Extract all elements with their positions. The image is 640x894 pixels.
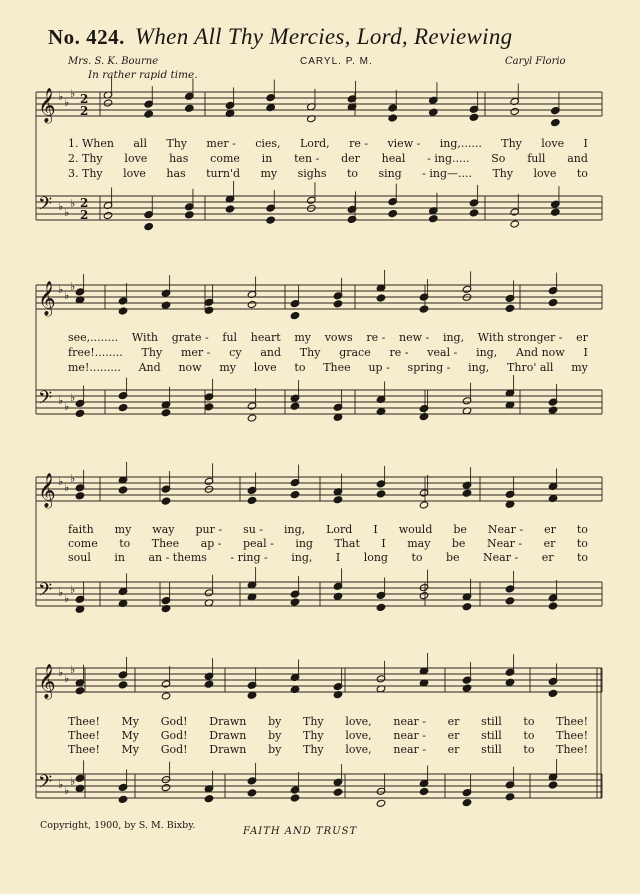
- time-signature-icon: 2: [80, 92, 89, 106]
- lyric-word: And: [138, 361, 161, 374]
- topic-heading: FAITH AND TRUST: [243, 826, 358, 837]
- note-head-icon: [185, 104, 195, 112]
- note-head-icon: [161, 497, 171, 505]
- lyric-word: spring -: [407, 361, 451, 374]
- note-head-icon: [333, 788, 343, 796]
- lyric-word: near -: [393, 729, 426, 742]
- lyric-line: [68, 361, 588, 374]
- note-head-icon: [204, 680, 214, 688]
- lyric-word: With stronger -: [477, 331, 563, 344]
- note-head-icon: [376, 603, 386, 611]
- lyric-word: I: [335, 551, 341, 564]
- hymn-number: No. 424.: [48, 25, 125, 49]
- lyric-word: Thy: [166, 137, 188, 150]
- lyric-word: to: [346, 167, 358, 180]
- lyric-word: Thee!: [556, 743, 588, 756]
- lyric-word: see,........: [68, 331, 119, 344]
- note-head-icon: [505, 793, 515, 801]
- note-head-icon: [247, 496, 257, 504]
- lyric-word: My: [121, 743, 140, 756]
- lyric-word: That: [334, 537, 360, 550]
- lyric-word: to: [294, 361, 306, 374]
- lyric-word: to: [523, 729, 535, 742]
- flat-icon: ♭: [70, 280, 76, 293]
- bass-clef-icon: 𝄢: [38, 194, 53, 219]
- lyric-word: Thee!: [556, 729, 588, 742]
- hymn-name: When All Thy Mercies, Lord, Reviewing: [134, 24, 513, 49]
- lyric-word: full: [527, 152, 546, 165]
- lyric-word: ing,: [476, 346, 498, 359]
- note-head-icon: [388, 114, 398, 122]
- lyric-word: all: [133, 137, 147, 150]
- note-head-icon: [548, 781, 558, 789]
- lyric-word: new -: [399, 331, 430, 344]
- lyric-word: - ring -: [230, 551, 268, 564]
- lyric-word: free!........: [68, 346, 123, 359]
- flat-icon: ♭: [64, 481, 70, 494]
- flat-icon: ♭: [64, 592, 70, 605]
- note-head-icon: [462, 603, 472, 611]
- lyric-word: to: [576, 523, 588, 536]
- flat-icon: ♭: [58, 200, 64, 213]
- lyric-word: Thro' all: [507, 361, 554, 374]
- lyric-word: er: [447, 715, 460, 728]
- note-head-icon: [266, 216, 276, 224]
- note-head-icon: [510, 220, 520, 228]
- lyric-word: su -: [243, 523, 264, 536]
- note-head-icon: [376, 490, 386, 498]
- lyric-word: re -: [349, 137, 369, 150]
- note-head-icon: [333, 592, 343, 600]
- note-head-icon: [161, 784, 171, 792]
- lyric-word: near -: [393, 715, 426, 728]
- time-signature-icon: 2: [80, 208, 89, 222]
- lyric-word: I: [583, 137, 588, 150]
- time-signature-icon: 2: [80, 196, 89, 210]
- note-head-icon: [469, 209, 479, 217]
- treble-clef-icon: 𝄞: [38, 281, 56, 316]
- treble-clef-icon: 𝄞: [38, 473, 56, 508]
- flat-icon: ♭: [70, 87, 76, 100]
- lyric-word: be: [445, 551, 460, 564]
- lyric-word: Thy: [501, 137, 522, 150]
- lyric-word: God!: [160, 743, 188, 756]
- lyric-word: mer -: [180, 346, 211, 359]
- lyric-word: Lord,: [299, 137, 330, 150]
- note-head-icon: [118, 404, 128, 412]
- lyric-word: love: [533, 167, 557, 180]
- note-head-icon: [75, 492, 85, 500]
- lyric-word: 3. Thy: [68, 167, 103, 180]
- lyric-word: sighs: [297, 167, 327, 180]
- lyric-word: in: [114, 551, 125, 564]
- lyric-word: love: [124, 152, 148, 165]
- lyric-word: Drawn: [209, 715, 247, 728]
- note-head-icon: [118, 307, 128, 315]
- note-head-icon: [290, 312, 300, 320]
- tune-name: CARYL. P. M.: [300, 56, 373, 67]
- lyric-line: [68, 137, 588, 150]
- lyric-word: er: [576, 331, 588, 344]
- lyric-line: [68, 523, 588, 536]
- lyric-word: be: [451, 537, 466, 550]
- note-head-icon: [75, 784, 85, 792]
- flat-icon: ♭: [58, 90, 64, 103]
- lyric-word: ten -: [294, 152, 320, 165]
- lyric-word: me!.........: [68, 361, 121, 374]
- note-head-icon: [225, 205, 235, 213]
- note-head-icon: [118, 486, 128, 494]
- note-head-icon: [469, 113, 479, 121]
- treble-clef-icon: 𝄞: [38, 88, 56, 123]
- note-head-icon: [161, 409, 171, 417]
- lyric-word: 1. When: [68, 137, 114, 150]
- lyric-word: mer -: [206, 137, 236, 150]
- lyric-word: Lord: [326, 523, 353, 536]
- lyric-word: vows: [324, 331, 353, 344]
- lyric-word: to: [576, 551, 588, 564]
- lyric-word: re -: [366, 331, 386, 344]
- flat-icon: ♭: [70, 583, 76, 596]
- lyric-word: love: [253, 361, 277, 374]
- note-head-icon: [144, 223, 154, 231]
- lyric-word: ing,: [284, 523, 306, 536]
- lyric-word: Thy: [303, 729, 324, 742]
- lyric-line: [68, 346, 588, 359]
- lyric-word: near -: [393, 743, 426, 756]
- lyric-word: With: [131, 331, 158, 344]
- lyric-word: view -: [387, 137, 421, 150]
- note-head-icon: [333, 300, 343, 308]
- note-head-icon: [290, 402, 300, 410]
- lyric-word: Near -: [486, 537, 523, 550]
- lyric-word: pur -: [195, 523, 223, 536]
- flat-icon: ♭: [64, 289, 70, 302]
- flat-icon: ♭: [70, 197, 76, 210]
- flat-icon: ♭: [64, 784, 70, 797]
- note-head-icon: [247, 414, 257, 422]
- lyric-word: grace: [339, 346, 371, 359]
- lyric-word: to: [576, 167, 588, 180]
- lyric-word: Thy: [141, 346, 163, 359]
- lyric-word: My: [121, 715, 140, 728]
- lyric-word: Thee!: [68, 715, 100, 728]
- lyric-word: still: [481, 729, 502, 742]
- lyric-word: ful: [222, 331, 238, 344]
- note-head-icon: [103, 99, 113, 107]
- lyric-word: my: [219, 361, 236, 374]
- lyric-word: ing,: [468, 361, 490, 374]
- note-head-icon: [548, 602, 558, 610]
- note-head-icon: [347, 215, 357, 223]
- lyric-word: by: [268, 743, 282, 756]
- copyright-notice: Copyright, 1900, by S. M. Bixby.: [40, 820, 196, 831]
- lyric-word: now: [178, 361, 202, 374]
- flat-icon: ♭: [64, 96, 70, 109]
- lyric-word: ing,......: [439, 137, 482, 150]
- lyric-word: love,: [345, 743, 372, 756]
- lyric-word: God!: [160, 715, 188, 728]
- lyric-word: my: [260, 167, 278, 180]
- lyric-word: to: [119, 537, 131, 550]
- lyric-word: Thy: [299, 346, 321, 359]
- lyric-word: - ing—....: [422, 167, 473, 180]
- note-head-icon: [548, 406, 558, 414]
- bass-clef-icon: 𝄢: [38, 772, 53, 797]
- lyric-line: [68, 152, 588, 165]
- note-head-icon: [161, 692, 171, 700]
- note-head-icon: [376, 294, 386, 302]
- lyric-line: [68, 743, 588, 756]
- lyric-word: er: [543, 537, 556, 550]
- lyric-word: er: [541, 551, 554, 564]
- lyric-word: ing: [295, 537, 313, 550]
- lyric-word: 2. Thy: [68, 152, 103, 165]
- lyric-word: Thee!: [68, 729, 100, 742]
- note-head-icon: [462, 799, 472, 807]
- flat-icon: ♭: [58, 283, 64, 296]
- lyric-word: to: [576, 537, 588, 550]
- tempo-marking: In rather rapid time.: [88, 69, 198, 81]
- lyric-line: [68, 715, 588, 728]
- lyric-word: come: [68, 537, 98, 550]
- note-head-icon: [429, 215, 439, 223]
- note-head-icon: [462, 489, 472, 497]
- lyric-word: to: [411, 551, 423, 564]
- lyric-word: Thy: [303, 743, 324, 756]
- lyric-word: I: [381, 537, 386, 550]
- note-head-icon: [161, 301, 171, 309]
- lyric-word: cies,: [255, 137, 281, 150]
- note-head-icon: [247, 300, 257, 308]
- flat-icon: ♭: [70, 663, 76, 676]
- lyric-word: my: [114, 523, 132, 536]
- lyric-line: [68, 551, 588, 564]
- note-head-icon: [551, 208, 561, 216]
- lyric-word: Thee: [151, 537, 180, 550]
- lyric-word: Thee!: [556, 715, 588, 728]
- lyric-word: er: [447, 743, 460, 756]
- lyric-word: has: [166, 167, 186, 180]
- flat-icon: ♭: [58, 666, 64, 679]
- flat-icon: ♭: [70, 391, 76, 404]
- lyric-word: way: [152, 523, 175, 536]
- flat-icon: ♭: [70, 472, 76, 485]
- note-head-icon: [429, 108, 439, 116]
- lyric-line: [68, 331, 588, 344]
- note-head-icon: [118, 795, 128, 803]
- lyric-word: Thee: [323, 361, 351, 374]
- author-credit: Mrs. S. K. Bourne: [68, 56, 159, 67]
- note-head-icon: [419, 787, 429, 795]
- note-head-icon: [505, 304, 515, 312]
- lyric-word: veal -: [427, 346, 458, 359]
- lyric-word: er: [544, 523, 556, 536]
- lyric-word: would: [398, 523, 433, 536]
- lyric-word: long: [363, 551, 388, 564]
- lyric-word: love,: [345, 729, 372, 742]
- flat-icon: ♭: [58, 394, 64, 407]
- lyric-word: turn'd: [206, 167, 241, 180]
- lyric-word: in: [261, 152, 273, 165]
- lyric-word: faith: [68, 523, 94, 536]
- lyric-word: My: [121, 729, 140, 742]
- flat-icon: ♭: [64, 206, 70, 219]
- note-head-icon: [388, 210, 398, 218]
- lyric-word: der: [341, 152, 360, 165]
- lyric-line: [68, 729, 588, 742]
- lyric-word: cy: [229, 346, 242, 359]
- note-head-icon: [204, 306, 214, 314]
- lyric-word: Near -: [483, 551, 519, 564]
- lyric-word: grate -: [171, 331, 209, 344]
- note-head-icon: [144, 110, 154, 118]
- lyric-word: my: [294, 331, 311, 344]
- treble-clef-icon: 𝄞: [38, 664, 56, 699]
- note-head-icon: [247, 789, 257, 797]
- lyric-word: to: [523, 743, 535, 756]
- lyric-word: still: [481, 715, 502, 728]
- lyric-word: love: [541, 137, 565, 150]
- note-head-icon: [505, 678, 515, 686]
- lyric-word: love: [123, 167, 146, 180]
- note-head-icon: [103, 211, 113, 219]
- flat-icon: ♭: [58, 475, 64, 488]
- note-head-icon: [118, 681, 128, 689]
- lyric-word: to: [523, 715, 535, 728]
- lyric-word: heal: [381, 152, 406, 165]
- lyric-word: an - thems: [148, 551, 207, 564]
- lyric-line: [68, 537, 588, 550]
- lyric-word: er: [447, 729, 460, 742]
- lyric-word: come: [210, 152, 240, 165]
- note-head-icon: [419, 305, 429, 313]
- flat-icon: ♭: [58, 586, 64, 599]
- note-head-icon: [548, 299, 558, 307]
- lyric-word: - ing.....: [427, 152, 470, 165]
- note-head-icon: [333, 496, 343, 504]
- lyric-word: re -: [389, 346, 409, 359]
- note-head-icon: [185, 211, 195, 219]
- lyric-word: Drawn: [209, 743, 247, 756]
- flat-icon: ♭: [58, 778, 64, 791]
- note-head-icon: [290, 598, 300, 606]
- lyric-word: still: [481, 743, 502, 756]
- lyric-word: love,: [345, 715, 372, 728]
- lyric-word: has: [169, 152, 189, 165]
- note-head-icon: [290, 794, 300, 802]
- lyric-word: be: [453, 523, 467, 536]
- note-head-icon: [376, 799, 386, 807]
- bass-clef-icon: 𝄢: [38, 580, 53, 605]
- lyric-word: ap -: [200, 537, 222, 550]
- note-head-icon: [510, 107, 520, 115]
- note-head-icon: [419, 501, 429, 509]
- flat-icon: ♭: [70, 775, 76, 788]
- lyric-word: and: [567, 152, 588, 165]
- lyric-line: [68, 167, 588, 180]
- flat-icon: ♭: [64, 400, 70, 413]
- lyric-word: So: [491, 152, 506, 165]
- note-head-icon: [462, 684, 472, 692]
- lyric-word: Thy: [492, 167, 514, 180]
- note-head-icon: [290, 491, 300, 499]
- lyric-word: up -: [368, 361, 390, 374]
- lyric-word: by: [268, 715, 282, 728]
- lyric-word: soul: [68, 551, 91, 564]
- time-signature-icon: 2: [80, 104, 89, 118]
- composer-credit: Caryl Florio: [505, 56, 566, 67]
- lyric-word: my: [571, 361, 588, 374]
- lyric-word: Near -: [487, 523, 524, 536]
- lyric-word: Thy: [303, 715, 324, 728]
- lyric-word: God!: [160, 729, 188, 742]
- note-head-icon: [266, 104, 276, 112]
- note-head-icon: [204, 795, 214, 803]
- lyric-word: And now: [516, 346, 565, 359]
- lyric-word: sing: [378, 167, 402, 180]
- note-head-icon: [505, 597, 515, 605]
- lyric-word: Thee!: [68, 743, 100, 756]
- lyric-word: I: [373, 523, 378, 536]
- note-head-icon: [419, 592, 429, 600]
- lyric-word: ing,: [291, 551, 313, 564]
- lyric-word: may: [407, 537, 431, 550]
- note-head-icon: [75, 687, 85, 695]
- note-head-icon: [548, 689, 558, 697]
- lyric-word: by: [268, 729, 282, 742]
- note-head-icon: [551, 119, 561, 127]
- lyric-word: heart: [250, 331, 281, 344]
- lyric-word: and: [260, 346, 281, 359]
- flat-icon: ♭: [64, 672, 70, 685]
- bass-clef-icon: 𝄢: [38, 388, 53, 413]
- lyric-word: Drawn: [209, 729, 247, 742]
- lyric-word: I: [583, 346, 588, 359]
- note-head-icon: [75, 409, 85, 417]
- note-head-icon: [204, 403, 214, 411]
- lyric-word: ing,: [442, 331, 465, 344]
- lyric-word: peal -: [243, 537, 274, 550]
